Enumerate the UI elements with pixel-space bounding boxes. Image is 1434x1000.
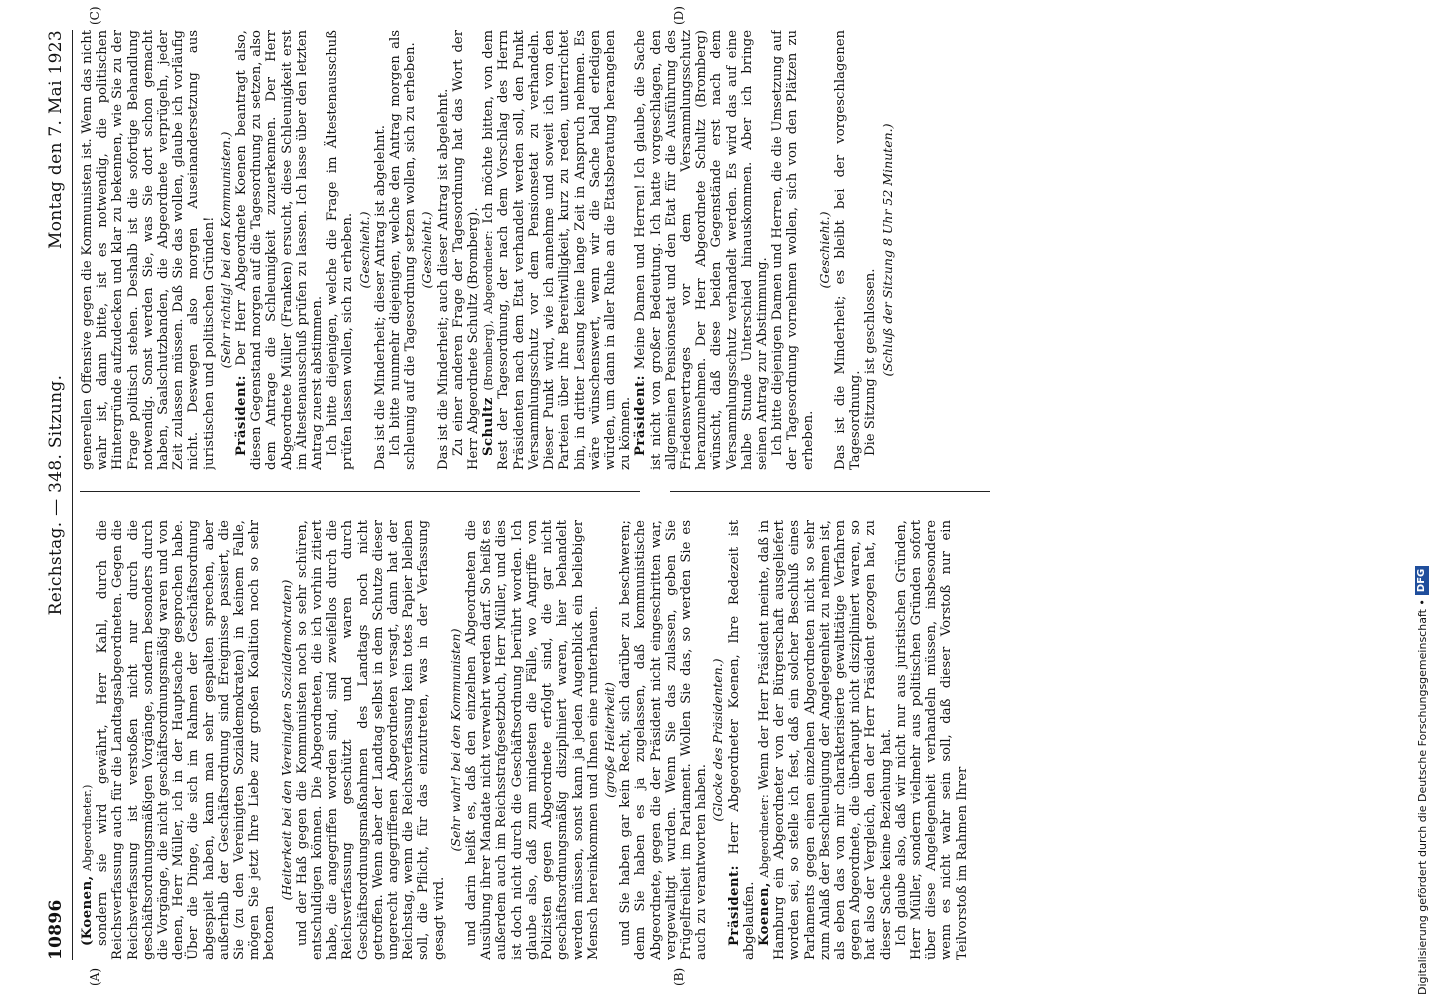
right-column [80, 30, 1220, 470]
text-paragraph: Die Sitzung ist geschlossen. [863, 268, 879, 456]
speaker-name: Koenen, [756, 881, 772, 946]
text-paragraph: Zu einer anderen Frage der Tagesordnung hat das Wort der Herr Abgeordnete Schultz (Bromberg). [450, 30, 482, 470]
text-paragraph: Ich bitte nunmehr diejenigen, welche den Antrag morgen als schleunig auf die Tagesordnung setzen wollen, sich zu erheben. [388, 30, 419, 470]
speech-paragraph [234, 30, 325, 470]
scanned-page [30, 0, 1240, 1000]
stage-direction: (Geschieht.) [356, 211, 372, 289]
speaker-name: Präsident: [633, 374, 649, 456]
text-paragraph: generellen Offensive gegen die Kommunisten ist. Wenn das nicht wahr ist, dann bitte, ist es notwendig, die politischen Hintergründe aufzudecken und klar zu bekennen, wie Sie zu der Frage politisch stehen. Deshalb ist die sofortige Behandlung notwendig. Sonst werden Sie, was Sie dort schon gemacht haben, Saalschutzbanden, die Abgeordnete verprügeln, jeder Zeit zulassen müssen. Daß Sie das wollen, glaube ich vorläufig nicht. Deswegen also morgen Auseinandersetzung aus juristischen und politischen Gründen! [80, 30, 217, 470]
speaker-name: Präsident: [726, 864, 742, 946]
left-column [80, 520, 1220, 960]
text-paragraph: und Sie haben gar kein Recht, sich darüber zu beschweren; denn Sie haben es ja zugelassen, daß kommunistische Abgeordnete, gegen die der Präsident nicht eingeschritten war, vergewaltigt wurden. Wenn Sie das zulassen, geben Sie Prügelfreiheit im Parlament. Wollen Sie das, so werden Sie es auch zu verantworten haben. [618, 520, 710, 960]
column-divider [80, 491, 640, 492]
speech-paragraph [757, 520, 894, 960]
stage-direction: (Sehr richtig! bei den Kommunisten.) [217, 131, 233, 369]
margin-mark-c: (C) [88, 6, 102, 25]
session-date: Montag den 7. Mai 1923 [46, 30, 66, 250]
text-paragraph: Das ist die Minderheit; dieser Antrag ist abgelehnt. [372, 125, 388, 470]
speech-paragraph [727, 520, 757, 960]
stage-direction: (Schluß der Sitzung 8 Uhr 52 Minuten.) [879, 123, 895, 377]
speaker-role: (Bromberg), Abgeordneter: [482, 230, 496, 391]
stage-direction: (Sehr wahr! bei den Kommunisten) [447, 628, 463, 852]
text-paragraph: Ich bitte diejenigen Damen und Herren, die die Umsetzung auf der Tagesordnung vornehmen wollen, sich von den Plätzen zu erheben. [770, 30, 816, 470]
speech-text: Meine Damen und Herren! Ich glaube, die Sache ist nicht von großer Bedeutung. Ich hatte vorgeschlagen, den allgemeinen Pensionsetat und den Etat für die Ausführung des Friedensvertrages vor dem Versammlungsschutz heranzunehmen. Der Herr Abgeordnete Schultz (Bromberg) wünscht, daß diese beiden Gegenstände erst nach dem Versammlungsschutz verhandelt werden. Es wird das auf eine halbe Stunde Unterschied hinauskommen. Aber ich bringe seinen Antrag zur Abstimmung. [633, 30, 770, 470]
credit-text: Digitalisierung gefördert durch die Deutsche Forschungsgemeinschaft • [1415, 599, 1429, 995]
speech-paragraph [633, 30, 770, 470]
text-paragraph: Das ist die Minderheit; es bleibt bei der vorgeschlagenen Tagesordnung. [832, 30, 864, 470]
stage-direction: (Glocke des Präsidenten.) [710, 658, 726, 822]
page-number: 10896 [46, 899, 66, 960]
margin-mark-a: (A) [88, 967, 102, 986]
speaker-name: Präsident: [234, 374, 250, 456]
speaker-name: Schultz [481, 397, 497, 456]
column-divider-lower [670, 491, 990, 492]
stage-direction: (Geschieht.) [816, 211, 832, 289]
speech-text: Herr Abgeordneter Koenen, Ihre Redezeit ist abgelaufen. [726, 520, 757, 960]
text-paragraph: Das ist die Minderheit; auch dieser Antrag ist abgelehnt. [435, 88, 451, 470]
text-paragraph: Ich bitte diejenigen, welche die Frage im Ältestenausschuß prüfen lassen wollen, sich zu erheben. [325, 30, 356, 470]
text-paragraph: und darin heißt es, daß den einzelnen Abgeordneten die Ausübung ihrer Mandate nicht verwehrt werden darf. So heißt es außerdem auch im Reichsstrafgesetzbuch, Herr Müller, und dies ist doch nicht durch die Geschäftsordnung berührt worden. Ich glaube also, daß zum mindesten die Fälle, wo Angriffe von Polizisten gegen Abgeordnete erfolgt sind, die gar nicht geschäftsordnungsmäßig diszipliniert waren, hier behandelt werden müssen, sonst kann ja jeden Augenblick ein beliebiger Mensch hereinkommen und Ihnen eine runterhauen. [464, 520, 601, 960]
text-paragraph: Ich glaube also, daß wir nicht nur aus juristischen Gründen, Herr Müller, sondern vielmehr aus politischen Gründen sofort über diese Angelegenheit verhandeln müssen, insbesondere wenn es nicht wahr sein soll, daß dieser Vorstoß nur ein Teilvorstoß im Rahmen Ihrer [893, 520, 970, 960]
dfg-logo: DFG [1415, 566, 1429, 595]
speech-text: Ich möchte bitten, von dem Rest der Tagesordnung, der nach dem Vorschlag des Herrn Präsidenten nach dem Etat verhandelt werden soll, den Punkt Versammlungsschutz vor dem Pensionsetat zu verhandeln. Dieser Punkt wird, wie ich annehme und soweit ich von den Parteien über ihre Bereitwilligkeit, kurz zu reden, unterrichtet bin, in dritter Lesung keine lange Zeit in Anspruch nehmen. Es wäre wünschenswert, wenn wir die Sache bald erledigen würden, um dann in aller Ruhe an die Etatsberatung herangehen zu können. [481, 30, 634, 470]
digitization-credit [1414, 15, 1430, 995]
speech-paragraph [80, 520, 95, 960]
session-title: Reichstag. — 348. Sitzung. [46, 374, 66, 616]
margin-mark-b: (B) [672, 967, 686, 986]
speech-text: Wenn der Herr Präsident meinte, daß in Hamburg ein Abgeordneter von der Bürgerschaft ausgeliefert worden sei, so stelle ich fest, daß ein solcher Beschluß eines Parlaments gegen einen einzelnen Abgeordneten nicht so sehr zum Anlaß der Beschleunigung der Angelegenheit zu nehmen ist, als eben das von mir charakterisierte gewalttätige Verfahren gegen Abgeordnete, die überhaupt nicht diszipliniert waren, so hat also der Vergleich, den der Herr Präsident gezogen hat, zu dieser Sache keine Beziehung hat. [756, 520, 894, 960]
stage-direction: (Heiterkeit bei den Vereinigten Sozialdemokraten) [278, 579, 294, 901]
stage-direction: (große Heiterkeit) [601, 682, 617, 798]
speech-paragraph [481, 30, 633, 470]
speaker-name: (Koenen, [80, 875, 95, 946]
text-paragraph: und der Haß gegen die Kommunisten noch so sehr schüren, entschuldigen können. Die Abgeordneten, die ich vorhin zitiert habe, die angegriffen worden sind, sind zweifellos durch die Reichsverfassung geschützt und waren durch Geschäftsordnungsmaßnahmen des Landtags noch nicht getroffen. Wenn aber der Landtag selbst in dem Schutze dieser ungerecht angegriffenen Abgeordneten versagt, dann hat der Reichstag, wenn die Reichsverfassung kein totes Papier bleiben soll, die Pflicht, für das einzutreten, was in der Verfassung gesagt wird. [294, 520, 447, 960]
speaker-role: Abgeordneter.) [81, 784, 94, 872]
speaker-role: Abgeordneter: [757, 794, 771, 878]
page-header [38, 30, 73, 960]
text-paragraph: sondern sie wird gewährt, Herr Kahl, durch die Reichsverfassung auch für die Landtagsabgeordneten. Gegen die Reichsverfassung ist verstoßen nicht nur durch die geschäftsordnungsmäßigen Vorgänge, sondern besonders durch die Vorgänge, die nicht geschäftsordnungsmäßig waren und von denen, Herr Müller, ich in der Hauptsache gesprochen habe. Über die Dinge, die sich im Rahmen der Geschäftsordnung abgespielt haben, kann man sehr gespalten sprechen, aber außerhalb der Geschäftsordnung sind Ereignisse passiert, die Sie (zu den Vereinigten Sozialdemokraten) in keinem Falle, mögen Sie jetzt Ihre Liebe zur großen Koalition noch so sehr betonen [95, 520, 278, 960]
stage-direction: (Geschieht.) [419, 211, 435, 289]
margin-mark-d: (D) [672, 6, 686, 25]
speech-text: Der Herr Abgeordnete Koenen beantragt also, diesen Gegenstand morgen auf die Tagesordnung zu setzen, also dem Antrage die Schleunigkeit zuzuerkennen. Der Herr Abgeordnete Müller (Franken) ersucht, diese Schleunigkeit erst im Ältestenausschuß prüfen zu lassen. Ich lasse über den letzten Antrag zuerst abstimmen. [234, 30, 326, 470]
